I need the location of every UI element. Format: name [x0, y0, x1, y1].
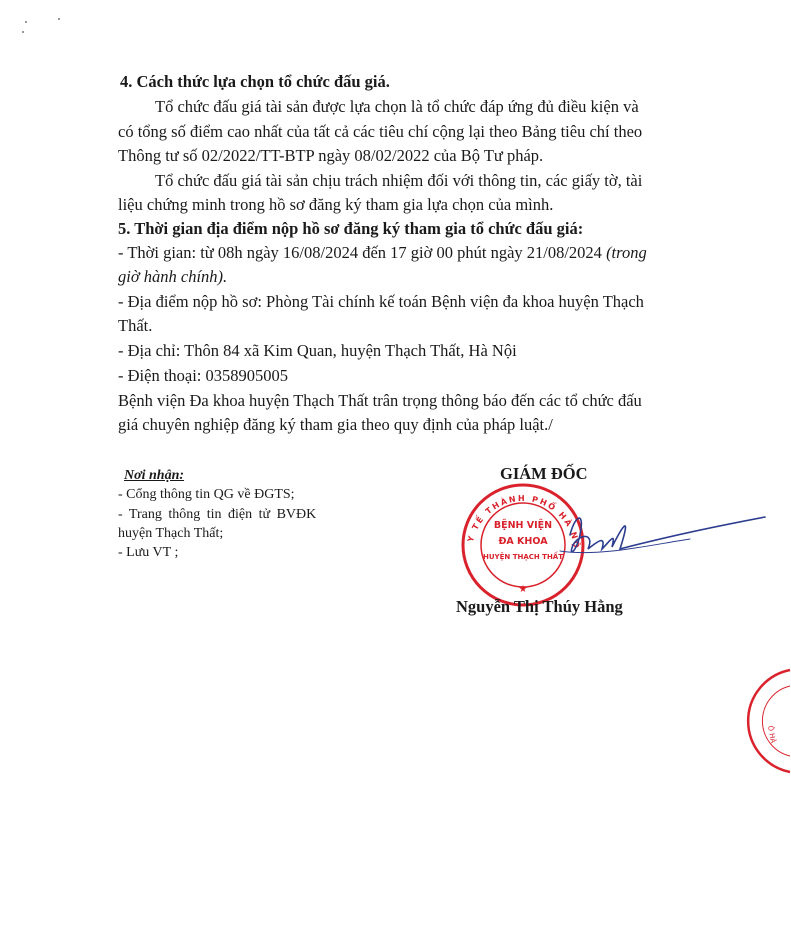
recipients-heading: Nơi nhận:	[124, 468, 185, 483]
submission-time	[118, 243, 647, 263]
submission-place-line1: - Địa điểm nộp hồ sơ: Phòng Tài chính kế toán Bệnh viện đa khoa huyện Thạch	[118, 292, 644, 311]
section-4-para2-line1: Tổ chức đấu giá tài sản chịu trách nhiệm đối với thông tin, các giấy tờ, tài	[155, 171, 643, 190]
section-4-para1-line1: Tổ chức đấu giá tài sản được lựa chọn là tổ chức đáp ứng đủ điều kiện và	[155, 97, 639, 116]
section-4-para2-line2: liệu chứng minh trong hồ sơ đăng ký tham gia lựa chọn của mình.	[118, 195, 554, 214]
submission-time-text: - Thời gian: từ 08h ngày 16/08/2024 đến 17 giờ 00 phút ngày 21/08/2024	[118, 243, 602, 262]
signer-title: GIÁM ĐỐC	[500, 464, 588, 483]
scan-speck	[25, 21, 27, 23]
section-4-para1-line2: có tổng số điểm cao nhất của tất cả các tiêu chí cộng lại theo Bảng tiêu chí theo	[118, 122, 643, 141]
recipient-item: - Cổng thông tin QG về ĐGTS;	[118, 487, 295, 502]
section-4-heading: 4. Cách thức lựa chọn tổ chức đấu giá.	[120, 72, 390, 91]
submission-time-note: (trong	[606, 243, 647, 262]
address-line: - Địa chỉ: Thôn 84 xã Kim Quan, huyện Thạch Thất, Hà Nội	[118, 341, 517, 360]
stamp-line3: HUYỆN THẠCH THẤT	[483, 553, 563, 561]
stamp-star: ★	[518, 584, 528, 595]
closing-line1: Bệnh viện Đa khoa huyện Thạch Thất trân trọng thông báo đến các tổ chức đấu	[118, 391, 642, 410]
section-5-heading: 5. Thời gian địa điểm nộp hồ sơ đăng ký tham gia tổ chức đấu giá:	[118, 219, 584, 238]
stamp-outer-text: Y TẾ THÀNH PHỐ HÀ NỘI	[455, 473, 582, 551]
submission-time-note-cont: giờ hành chính).	[118, 267, 228, 286]
phone-line: - Điện thoại: 0358905005	[118, 366, 289, 385]
recipient-item: - Lưu VT ;	[118, 545, 179, 560]
edge-stamp-text: Ô HÀ	[766, 724, 777, 744]
stamp-line1: BỆNH VIỆN	[493, 520, 553, 531]
stamp-line2: ĐA KHOA	[498, 536, 548, 547]
signer-name: Nguyễn Thị Thúy Hằng	[456, 597, 623, 616]
closing-line2: giá chuyên nghiệp đăng ký tham gia theo quy định của pháp luật./	[118, 415, 553, 434]
edge-stamp-fragment	[752, 668, 791, 778]
scan-speck	[22, 31, 24, 33]
handwritten-signature	[540, 505, 770, 575]
submission-place-line2: Thất.	[118, 316, 153, 335]
recipient-item: huyện Thạch Thất;	[118, 526, 224, 541]
scan-speck	[58, 18, 60, 20]
section-4-para1-line3: Thông tư số 02/2022/TT-BTP ngày 08/02/2022 của Bộ Tư pháp.	[118, 146, 544, 165]
recipient-item: - Trang thông tin điện tử BVĐK	[118, 507, 317, 522]
